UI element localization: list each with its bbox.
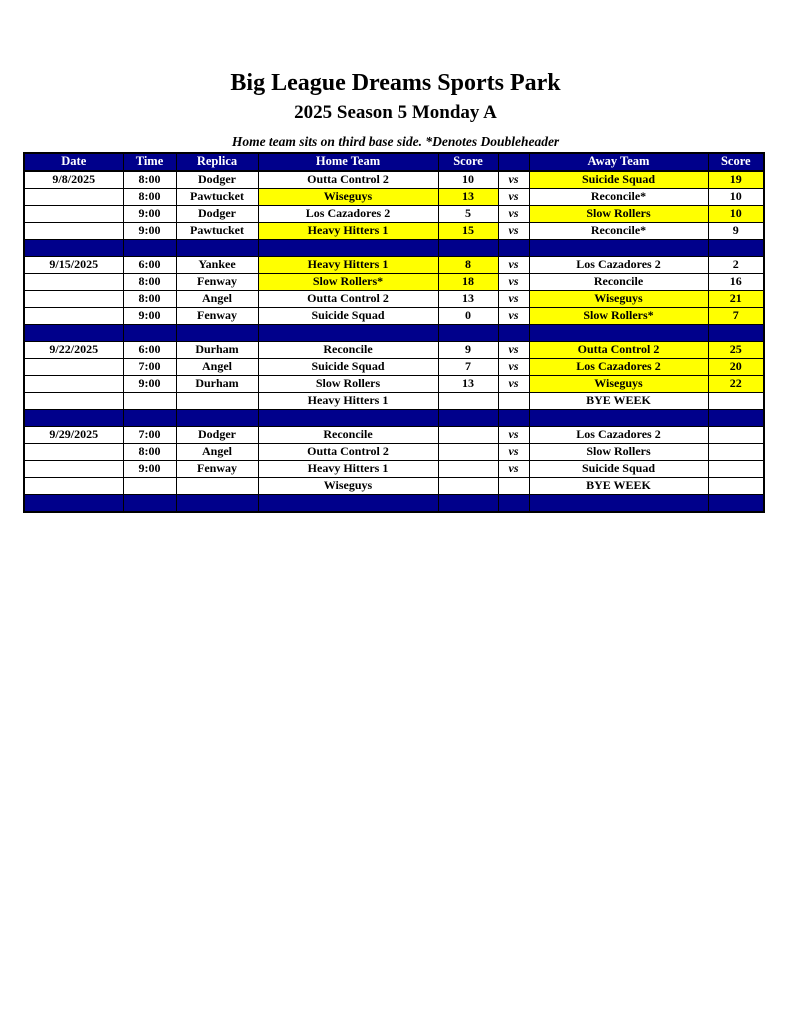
page-note: Home team sits on third base side. *Denotes Doubleheader [231,134,560,150]
away-score-cell [708,393,764,410]
home-score-cell: 0 [438,308,498,325]
vs-cell: vs [498,461,529,478]
replica-cell [176,478,258,495]
separator-cell [498,495,529,513]
game-row [24,376,764,393]
away-team-cell: Slow Rollers [529,444,708,461]
replica-cell: Durham [176,376,258,393]
separator-cell [24,325,123,342]
away-score-cell [708,461,764,478]
game-row [24,206,764,223]
separator-row [24,410,764,427]
home-score-cell: 15 [438,223,498,240]
game-row [24,444,764,461]
vs-cell: vs [498,291,529,308]
game-row [24,257,764,274]
time-cell: 7:00 [123,427,176,444]
separator-cell [258,325,438,342]
table-header-row [24,153,764,171]
header-vs [498,153,529,171]
date-cell [24,308,123,325]
separator-cell [438,410,498,427]
header-away-team: Away Team [529,153,708,171]
date-cell: 9/29/2025 [24,427,123,444]
separator-cell [123,240,176,257]
replica-cell: Yankee [176,257,258,274]
separator-cell [176,495,258,513]
game-row [24,171,764,189]
home-score-cell: 13 [438,376,498,393]
away-score-cell: 21 [708,291,764,308]
replica-cell: Durham [176,342,258,359]
separator-cell [24,410,123,427]
separator-cell [176,410,258,427]
vs-cell: vs [498,274,529,291]
header-away-score: Score [708,153,764,171]
time-cell: 8:00 [123,274,176,291]
away-team-cell: Outta Control 2 [529,342,708,359]
date-cell [24,223,123,240]
home-score-cell [438,427,498,444]
replica-cell: Fenway [176,308,258,325]
date-cell [24,478,123,495]
home-score-cell: 13 [438,189,498,206]
home-team-cell: Reconcile [258,427,438,444]
home-team-cell: Slow Rollers* [258,274,438,291]
home-score-cell: 8 [438,257,498,274]
schedule-table [23,152,765,513]
replica-cell: Angel [176,291,258,308]
away-score-cell: 2 [708,257,764,274]
away-team-cell: Wiseguys [529,376,708,393]
game-row [24,393,764,410]
game-row [24,478,764,495]
game-row [24,427,764,444]
replica-cell: Fenway [176,461,258,478]
vs-cell: vs [498,427,529,444]
time-cell: 6:00 [123,342,176,359]
home-team-cell: Heavy Hitters 1 [258,393,438,410]
document-header [0,70,791,150]
separator-cell [708,325,764,342]
separator-cell [529,240,708,257]
vs-cell [498,478,529,495]
separator-cell [708,410,764,427]
home-score-cell [438,393,498,410]
header-replica: Replica [176,153,258,171]
home-team-cell: Suicide Squad [258,308,438,325]
separator-cell [123,325,176,342]
page-subtitle: 2025 Season 5 Monday A [294,101,497,123]
separator-cell [123,410,176,427]
home-team-cell: Heavy Hitters 1 [258,461,438,478]
home-score-cell: 18 [438,274,498,291]
separator-cell [258,410,438,427]
time-cell: 9:00 [123,308,176,325]
separator-cell [708,495,764,513]
header-home-score: Score [438,153,498,171]
home-score-cell: 13 [438,291,498,308]
replica-cell [176,393,258,410]
home-score-cell: 7 [438,359,498,376]
away-team-cell: Los Cazadores 2 [529,359,708,376]
time-cell: 6:00 [123,257,176,274]
game-row [24,291,764,308]
date-cell [24,376,123,393]
away-score-cell: 10 [708,206,764,223]
date-cell [24,291,123,308]
separator-row [24,495,764,513]
date-cell: 9/8/2025 [24,171,123,189]
away-score-cell [708,444,764,461]
schedule-table-body [24,171,764,512]
separator-cell [529,410,708,427]
time-cell: 8:00 [123,189,176,206]
separator-cell [529,325,708,342]
vs-cell: vs [498,308,529,325]
home-team-cell: Slow Rollers [258,376,438,393]
home-team-cell: Wiseguys [258,189,438,206]
home-team-cell: Outta Control 2 [258,171,438,189]
time-cell: 9:00 [123,206,176,223]
separator-row [24,240,764,257]
separator-cell [438,240,498,257]
date-cell [24,393,123,410]
time-cell: 9:00 [123,223,176,240]
vs-cell: vs [498,359,529,376]
time-cell: 9:00 [123,376,176,393]
time-cell [123,478,176,495]
replica-cell: Dodger [176,427,258,444]
separator-cell [24,495,123,513]
away-score-cell: 7 [708,308,764,325]
date-cell [24,444,123,461]
vs-cell: vs [498,171,529,189]
home-team-cell: Los Cazadores 2 [258,206,438,223]
date-cell [24,206,123,223]
away-score-cell: 22 [708,376,764,393]
away-score-cell: 9 [708,223,764,240]
away-team-cell: Suicide Squad [529,171,708,189]
game-row [24,461,764,478]
home-score-cell [438,478,498,495]
home-team-cell: Outta Control 2 [258,291,438,308]
away-score-cell: 25 [708,342,764,359]
away-team-cell: Los Cazadores 2 [529,427,708,444]
separator-cell [708,240,764,257]
separator-cell [258,240,438,257]
away-team-cell: Reconcile* [529,223,708,240]
date-cell [24,189,123,206]
home-score-cell [438,444,498,461]
vs-cell: vs [498,189,529,206]
replica-cell: Dodger [176,171,258,189]
separator-cell [438,325,498,342]
game-row [24,274,764,291]
separator-cell [498,325,529,342]
separator-cell [529,495,708,513]
replica-cell: Fenway [176,274,258,291]
game-row [24,342,764,359]
date-cell: 9/15/2025 [24,257,123,274]
replica-cell: Pawtucket [176,223,258,240]
home-team-cell: Heavy Hitters 1 [258,257,438,274]
time-cell: 9:00 [123,461,176,478]
separator-cell [438,495,498,513]
date-cell [24,274,123,291]
game-row [24,223,764,240]
replica-cell: Pawtucket [176,189,258,206]
vs-cell [498,393,529,410]
page-title: Big League Dreams Sports Park [230,70,561,96]
home-score-cell: 5 [438,206,498,223]
vs-cell: vs [498,206,529,223]
game-row [24,189,764,206]
separator-cell [498,240,529,257]
away-team-cell: Suicide Squad [529,461,708,478]
time-cell: 8:00 [123,444,176,461]
home-team-cell: Wiseguys [258,478,438,495]
away-score-cell [708,478,764,495]
separator-cell [498,410,529,427]
time-cell: 8:00 [123,291,176,308]
separator-cell [258,495,438,513]
home-score-cell [438,461,498,478]
away-score-cell: 20 [708,359,764,376]
vs-cell: vs [498,223,529,240]
separator-cell [123,495,176,513]
date-cell [24,461,123,478]
away-score-cell: 16 [708,274,764,291]
away-team-cell: Slow Rollers [529,206,708,223]
replica-cell: Angel [176,359,258,376]
home-team-cell: Outta Control 2 [258,444,438,461]
home-score-cell: 9 [438,342,498,359]
away-team-cell: BYE WEEK [529,478,708,495]
replica-cell: Angel [176,444,258,461]
game-row [24,308,764,325]
vs-cell: vs [498,342,529,359]
away-score-cell [708,427,764,444]
vs-cell: vs [498,257,529,274]
time-cell: 7:00 [123,359,176,376]
header-time: Time [123,153,176,171]
separator-cell [176,325,258,342]
vs-cell: vs [498,444,529,461]
home-team-cell: Reconcile [258,342,438,359]
date-cell [24,359,123,376]
header-date: Date [24,153,123,171]
separator-cell [176,240,258,257]
away-team-cell: Reconcile* [529,189,708,206]
away-team-cell: Wiseguys [529,291,708,308]
away-team-cell: Slow Rollers* [529,308,708,325]
away-team-cell: BYE WEEK [529,393,708,410]
separator-cell [24,240,123,257]
away-score-cell: 10 [708,189,764,206]
home-score-cell: 10 [438,171,498,189]
vs-cell: vs [498,376,529,393]
header-home-team: Home Team [258,153,438,171]
away-team-cell: Reconcile [529,274,708,291]
away-score-cell: 19 [708,171,764,189]
home-team-cell: Heavy Hitters 1 [258,223,438,240]
away-team-cell: Los Cazadores 2 [529,257,708,274]
date-cell: 9/22/2025 [24,342,123,359]
time-cell: 8:00 [123,171,176,189]
time-cell [123,393,176,410]
replica-cell: Dodger [176,206,258,223]
home-team-cell: Suicide Squad [258,359,438,376]
game-row [24,359,764,376]
separator-row [24,325,764,342]
